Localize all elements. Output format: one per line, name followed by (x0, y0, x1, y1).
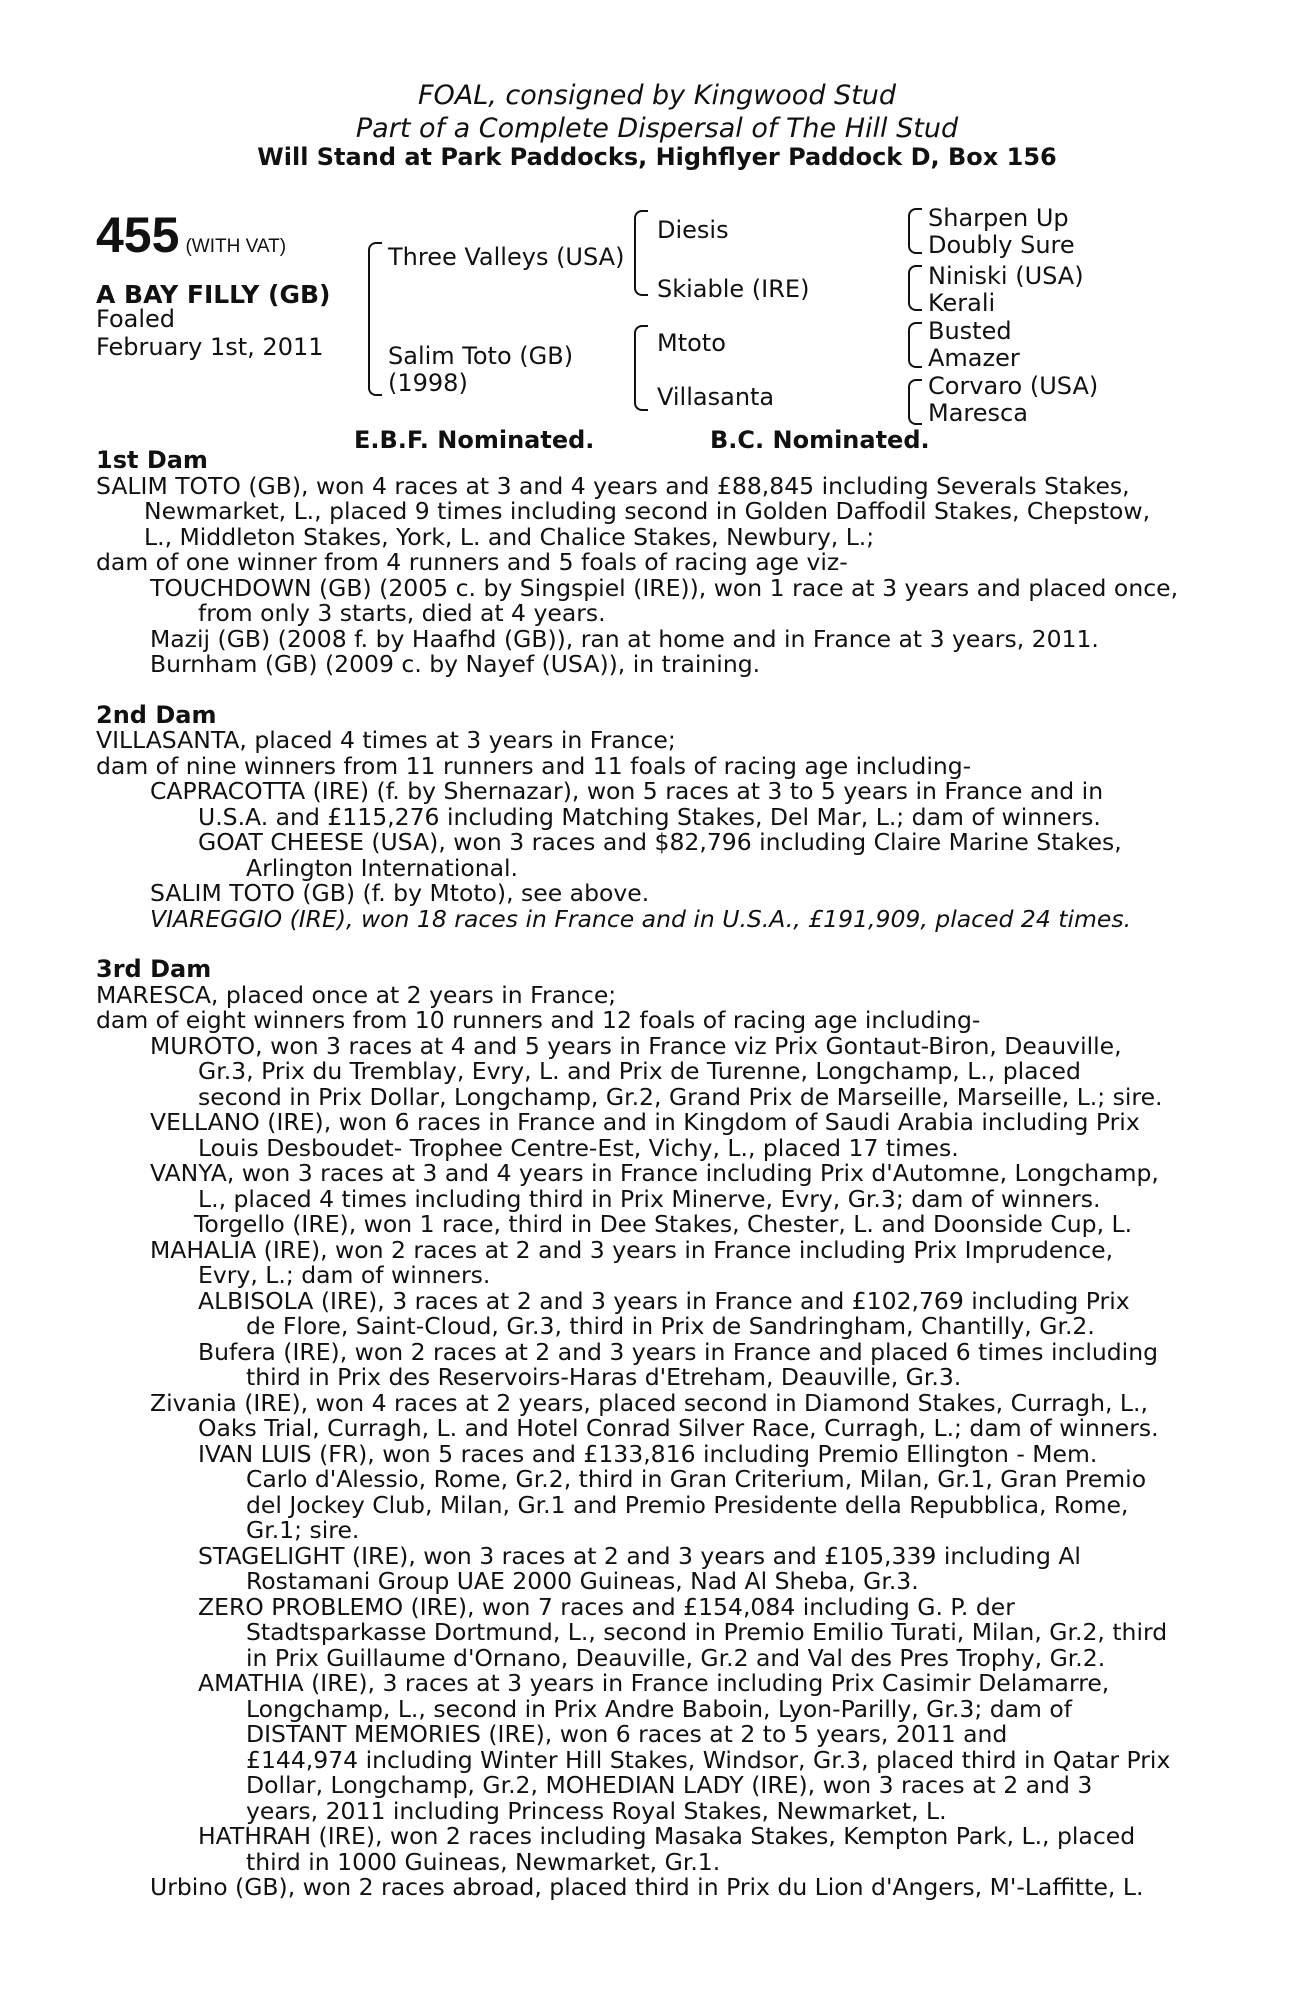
second-dam-line-1: dam of nine winners from 11 runners and 11 foals of racing age including- (96, 751, 972, 780)
third-dam-line-1: dam of eight winners from 10 runners and 12 foals of racing age including- (96, 1006, 981, 1034)
lot-number: 455 (96, 207, 180, 263)
third-dam-line-15: third in Prix des Reservoirs-Haras d'Etreham, Deauville, Gr.3. (246, 1363, 962, 1391)
ebf-nominated: E.B.F. Nominated. (354, 426, 595, 454)
pedigree-sire-dam: Skiable (IRE) (657, 275, 810, 303)
first-dam-line-6: Mazij (GB) (2008 f. by Haafhd (GB)), ran at home and in France at 3 years, 2011. (150, 624, 1099, 653)
first-dam-heading: 1st Dam (96, 446, 208, 474)
third-dam-line-10: MAHALIA (IRE), won 2 races at 2 and 3 years in France including Prix Imprudence, (150, 1235, 1114, 1264)
first-dam-line-4: TOUCHDOWN (GB) (2005 c. by Singspiel (IRE)), won 1 race at 3 years and placed once, (150, 573, 1179, 602)
pedigree-ssd: Doubly Sure (928, 231, 1075, 259)
third-dam-line-30: £144,974 including Winter Hill Stakes, Windsor, Gr.3, placed third in Qatar Prix (246, 1745, 1171, 1774)
first-dam-line-1: Newmarket, L., placed 9 times including second in Golden Daffodil Stakes, Chepstow, (144, 497, 1151, 525)
third-dam-line-21: Gr.1; sire. (246, 1516, 360, 1544)
second-dam-line-4: GOAT CHEESE (USA), won 3 races and $82,796 including Claire Marine Stakes, (198, 828, 1122, 856)
third-dam-line-8: L., placed 4 times including third in Prix Minerve, Evry, Gr.3; dam of winners. (198, 1184, 1101, 1213)
pedigree-dam-dam: Villasanta (657, 383, 775, 411)
first-dam-line-2: L., Middleton Stakes, York, L. and Chalice Stakes, Newbury, L.; (144, 522, 875, 551)
vat-label: (WITH VAT) (185, 236, 287, 257)
second-dam-line-5: Arlington International. (246, 853, 519, 882)
pedigree-sss: Sharpen Up (928, 204, 1069, 232)
third-dam-line-4: second in Prix Dollar, Longchamp, Gr.2, Grand Prix de Marseille, Marseille, L.; sire. (198, 1082, 1163, 1111)
bc-nominated: B.C. Nominated. (710, 426, 930, 454)
third-dam-line-13: de Flore, Saint-Cloud, Gr.3, third in Prix de Sandringham, Chantilly, Gr.2. (246, 1312, 1095, 1340)
third-dam-line-31: Dollar, Longchamp, Gr.2, MOHEDIAN LADY (IRE), won 3 races at 2 and 3 (246, 1771, 1093, 1799)
third-dam-line-7: VANYA, won 3 races at 3 and 4 years in France including Prix d'Automne, Longchamp, (150, 1159, 1159, 1187)
lot-number-block (96, 206, 286, 264)
second-dam-line-3: U.S.A. and £115,276 including Matching Stakes, Del Mar, L.; dam of winners. (198, 802, 1101, 831)
pedigree-dam: Salim Toto (GB) (388, 342, 574, 370)
pedigree-brace-dam (634, 325, 648, 411)
location-line: Will Stand at Park Paddocks, Highflyer Paddock D, Box 156 (257, 143, 1057, 171)
third-dam-line-11: Evry, L.; dam of winners. (198, 1261, 491, 1289)
pedigree-dsd: Amazer (928, 344, 1020, 372)
third-dam-line-12: ALBISOLA (IRE), 3 races at 2 and 3 years in France and £102,769 including Prix (198, 1286, 1130, 1315)
pedigree-brace-sd (908, 265, 922, 311)
foaled-label: Foaled (96, 305, 176, 333)
third-dam-line-35: Urbino (GB), won 2 races abroad, placed third in Prix du Lion d'Angers, M'-Laffitte, L. (150, 1873, 1144, 1901)
first-dam-line-7: Burnham (GB) (2009 c. by Nayef (USA)), in training. (150, 650, 761, 678)
pedigree-sdd: Kerali (928, 289, 996, 317)
third-dam-line-17: Oaks Trial, Curragh, L. and Hotel Conrad Silver Race, Curragh, L.; dam of winners. (198, 1414, 1159, 1442)
dispersal-line: Part of a Complete Dispersal of The Hill Stud (355, 113, 959, 144)
second-dam-heading: 2nd Dam (96, 700, 217, 729)
third-dam-line-18: IVAN LUIS (FR), won 5 races and £133,816 including Premio Ellington - Mem. (198, 1439, 1098, 1468)
third-dam-line-14: Bufera (IRE), won 2 races at 2 and 3 years in France and placed 6 times including (198, 1337, 1159, 1366)
pedigree-brace-main (368, 242, 382, 396)
third-dam-line-5: VELLANO (IRE), won 6 races in France and in Kingdom of Saudi Arabia including Prix (150, 1108, 1140, 1136)
third-dam-line-23: Rostamani Group UAE 2000 Guineas, Nad Al Sheba, Gr.3. (246, 1567, 919, 1595)
pedigree-sire: Three Valleys (USA) (388, 243, 625, 271)
produce-record (96, 448, 1204, 1901)
pedigree-brace-ds (908, 322, 922, 368)
second-dam-line-6: SALIM TOTO (GB) (f. by Mtoto), see above. (150, 879, 650, 907)
third-dam-line-28: Longchamp, L., second in Prix Andre Baboin, Lyon-Parilly, Gr.3; dam of (246, 1694, 1073, 1723)
pedigree-brace-sire (634, 210, 648, 296)
third-dam-line-32: years, 2011 including Princess Royal Stakes, Newmarket, L. (246, 1796, 947, 1825)
third-dam-line-3: Gr.3, Prix du Tremblay, Evry, L. and Prix de Turenne, Longchamp, L., placed (198, 1057, 1081, 1085)
third-dam-heading: 3rd Dam (96, 955, 212, 983)
third-dam-line-16: Zivania (IRE), won 4 races at 2 years, placed second in Diamond Stakes, Curragh, L., (150, 1388, 1148, 1417)
third-dam-line-2: MUROTO, won 3 races at 4 and 5 years in France viz Prix Gontaut-Biron, Deauville, (150, 1031, 1122, 1060)
second-dam-line-2: CAPRACOTTA (IRE) (f. by Shernazar), won 5 races at 3 to 5 years in France and in (150, 777, 1104, 805)
pedigree-sds: Niniski (USA) (928, 262, 1084, 290)
consignor-line: FOAL, consigned by Kingwood Stud (417, 80, 897, 111)
pedigree-dam-sire: Mtoto (657, 329, 726, 357)
third-dam-line-29: DISTANT MEMORIES (IRE), won 6 races at 2 to 5 years, 2011 and (246, 1720, 1008, 1748)
third-dam-line-24: ZERO PROBLEMO (IRE), won 7 races and £154,084 including G. P. der (198, 1592, 1015, 1621)
third-dam-line-27: AMATHIA (IRE), 3 races at 3 years in France including Prix Casimir Delamarre, (198, 1669, 1110, 1697)
pedigree-brace-ss (908, 208, 922, 254)
second-dam-line-7: VIAREGGIO (IRE), won 18 races in France and in U.S.A., £191,909, placed 24 times. (150, 904, 1132, 933)
third-dam-line-0: MARESCA, placed once at 2 years in France; (96, 980, 617, 1009)
third-dam-line-22: STAGELIGHT (IRE), won 3 races at 2 and 3 years and £105,339 including Al (198, 1541, 1081, 1570)
pedigree-dds: Corvaro (USA) (928, 372, 1099, 400)
pedigree-sire-sire: Diesis (657, 216, 729, 244)
third-dam-line-9: Torgello (IRE), won 1 race, third in Dee Stakes, Chester, L. and Doonside Cup, L. (194, 1210, 1133, 1238)
first-dam-line-3: dam of one winner from 4 runners and 5 foals of racing age viz- (96, 548, 848, 576)
lot-title: A BAY FILLY (GB) (96, 280, 331, 309)
third-dam-line-6: Louis Desboudet- Trophee Centre-Est, Vichy, L., placed 17 times. (198, 1133, 959, 1162)
first-dam-line-0: SALIM TOTO (GB), won 4 races at 3 and 4 years and £88,845 including Severals Stakes, (96, 471, 1130, 500)
pedigree-dss: Busted (928, 317, 1012, 345)
third-dam-line-25: Stadtsparkasse Dortmund, L., second in Premio Emilio Turati, Milan, Gr.2, third (246, 1618, 1168, 1646)
third-dam-line-20: del Jockey Club, Milan, Gr.1 and Premio Presidente della Repubblica, Rome, (246, 1490, 1129, 1519)
first-dam-line-5: from only 3 starts, died at 4 years. (198, 599, 606, 627)
pedigree-ddd: Maresca (928, 399, 1028, 427)
third-dam-line-34: third in 1000 Guineas, Newmarket, Gr.1. (246, 1847, 721, 1876)
pedigree-brace-dd (908, 379, 922, 425)
third-dam-line-26: in Prix Guillaume d'Ornano, Deauville, Gr.2 and Val des Pres Trophy, Gr.2. (246, 1643, 1106, 1672)
pedigree-dam-year: (1998) (388, 369, 468, 397)
second-dam-line-0: VILLASANTA, placed 4 times at 3 years in France; (96, 726, 676, 754)
foaled-date: February 1st, 2011 (96, 333, 324, 361)
third-dam-line-19: Carlo d'Alessio, Rome, Gr.2, third in Gran Criterium, Milan, Gr.1, Gran Premio (246, 1465, 1147, 1493)
third-dam-line-33: HATHRAH (IRE), won 2 races including Masaka Stakes, Kempton Park, L., placed (198, 1822, 1136, 1850)
